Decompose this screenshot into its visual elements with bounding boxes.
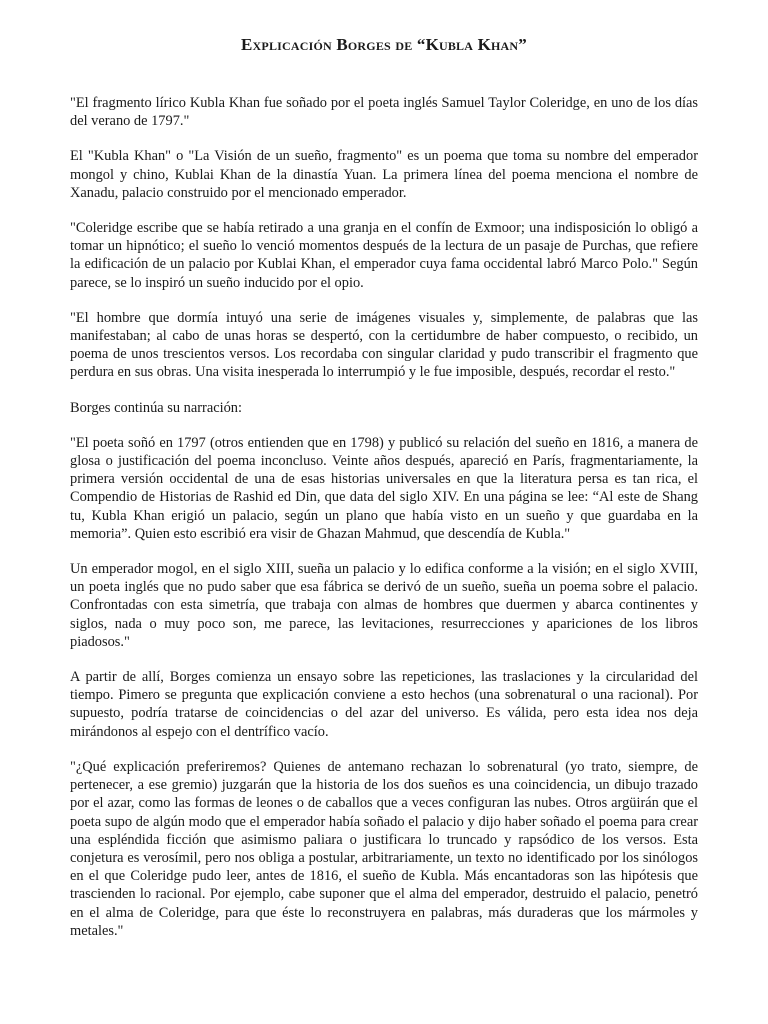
paragraph-5: Borges continúa su narración:: [70, 399, 242, 416]
paragraph-3: "Coleridge escribe que se había retirado a una granja en el confín de Exmoor; una indisposición lo obligó a tomar un hipnótico; el sueño lo venció momentos después de la lectura de un pasaje de Purchas, que refiere la edificación de un palacio por Kublai Khan, el emperador cuya fama occidental labró Marco Polo." Según parece, se lo inspiró un sueño inducido por el opio.: [70, 220, 698, 291]
document-title: Explicación Borges de “Kubla Khan”: [241, 35, 527, 54]
paragraph-1: "El fragmento lírico Kubla Khan fue soñado por el poeta inglés Samuel Taylor Coleridge, en uno de los días del verano de 1797.": [70, 95, 698, 130]
paragraph-2: El "Kubla Khan" o "La Visión de un sueño, fragmento" es un poema que toma su nombre del emperador mongol y chino, Kublai Khan de la dinastía Yuan. La primera línea del poema menciona el nombre de Xanadu, palacio construido por el mencionado emperador.: [70, 148, 698, 201]
paragraph-9: "¿Qué explicación preferiremos? Quienes de antemano rechazan lo sobrenatural (yo trato, siempre, de pertenecer, a ese gremio) juzgarán que la historia de los dos sueños es una coincidencia, un dibujo trazado por el azar, como las formas de leones o de caballos que a veces configuran las nubes. Otros argüirán que el poeta supo de algún modo que el emperador había soñado el palacio y dijo haber soñado el poema para crear una espléndida ficción que asimismo paliara o justificara lo truncado y rapsódico de los versos. Esta conjetura es verosímil, pero nos obliga a postular, arbitrariamente, un texto no identificado por los sinólogos en el que Coleridge pudo leer, antes de 1816, el sueño de Kubla. Más encantadoras son las hipótesis que trascienden lo racional. Por ejemplo, cabe suponer que el alma del emperador, destruido el palacio, penetró en el alma de Coleridge, para que éste lo reconstruyera en palabras, más duraderas que los mármoles y metales.": [70, 758, 698, 939]
document-page: [70, 34, 698, 957]
paragraph-8: A partir de allí, Borges comienza un ensayo sobre las repeticiones, las traslaciones y la circularidad del tiempo. Pimero se pregunta que explicación conviene a esto hechos (una sobrenatural o una racional). Por supuesto, podría tratarse de coincidencias o del azar del universo. Es válida, pero esta idea nos deja mirándonos al espejo con el dentrífico vacío.: [70, 669, 698, 740]
paragraph-4: "El hombre que dormía intuyó una serie de imágenes visuales y, simplemente, de palabras que las manifestaban; al cabo de unas horas se despertó, con la certidumbre de haber compuesto, o recibido, un poema de unos trescientos versos. Los recordaba con singular claridad y pudo transcribir el fragmento que perdura en sus obras. Una visita inesperada lo interrumpió y le fue imposible, después, recordar el resto.": [70, 309, 698, 381]
paragraph-7: Un emperador mogol, en el siglo XIII, sueña un palacio y lo edifica conforme a la visión; en el siglo XVIII, un poeta inglés que no pudo saber que esa fábrica se derivó de un sueño, sueña un poema sobre el palacio. Confrontadas con esta simetría, que trabaja con almas de hombres que duermen y abarca continentes y siglos, nada o muy poco son, me parece, las levitaciones, resurrecciones y apariciones de los libros piadosos.": [70, 561, 698, 650]
paragraph-6: "El poeta soñó en 1797 (otros entienden que en 1798) y publicó su relación del sueño en 1816, a manera de glosa o justificación del poema inconcluso. Veinte años después, apareció en París, fragmentariamente, la primera versión occidental de una de esas historias universales en que la literatura persa es tan rica, el Compendio de Historias de Rashid ed Din, que data del siglo XIV. En una página se lee: “Al este de Shang tu, Kubla Khan erigió un palacio, según un plano que había visto en un sueño y que guardaba en la memoria”. Quien esto escribió era visir de Ghazan Mahmud, que descendía de Kubla.": [70, 434, 698, 542]
